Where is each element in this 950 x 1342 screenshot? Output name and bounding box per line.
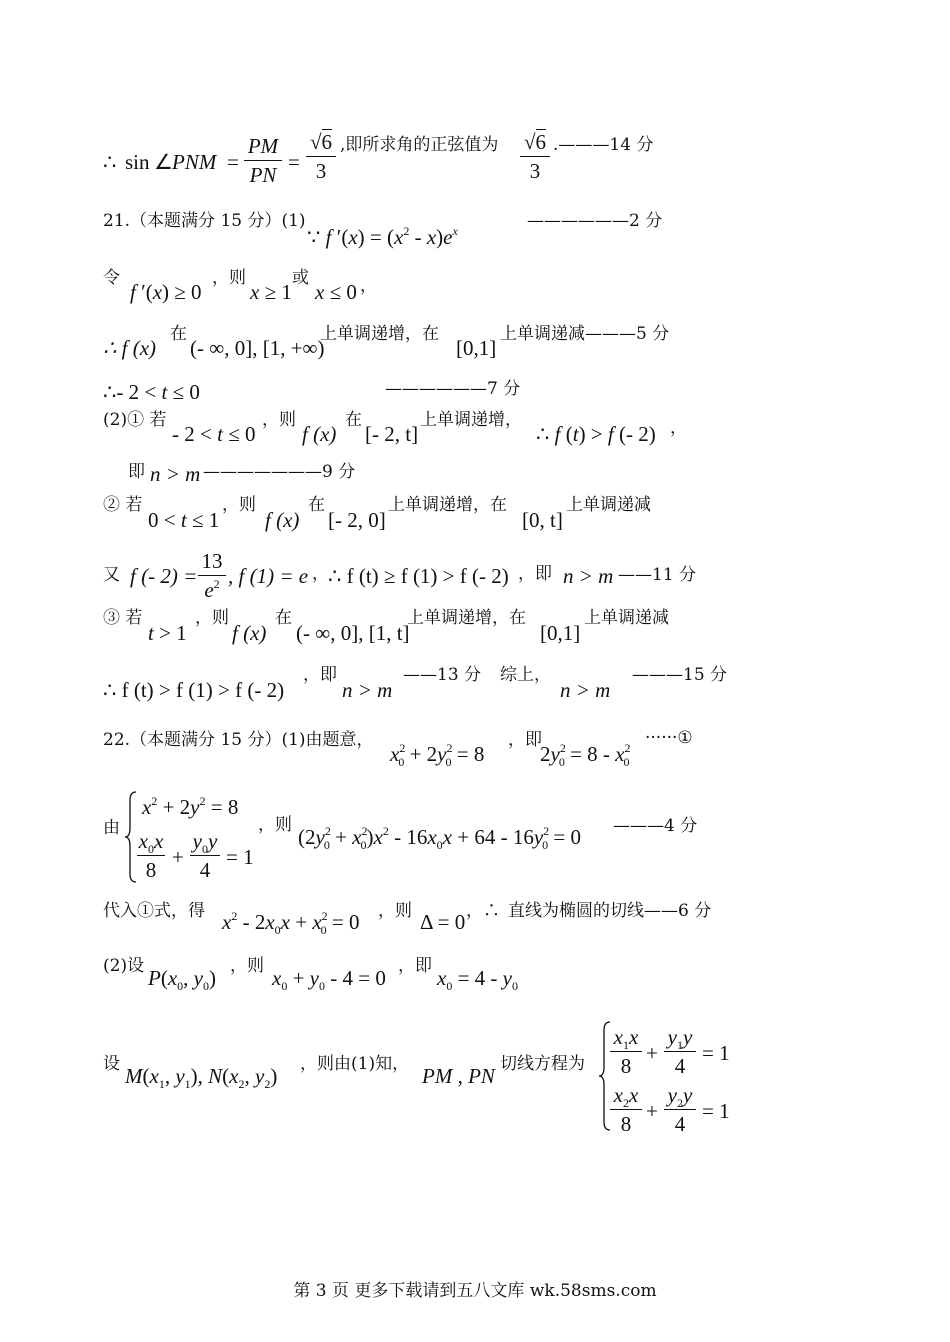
- score-11: ——11 分: [618, 565, 697, 585]
- denominator-3-b: 3: [529, 159, 541, 184]
- increasing-text-2: 上单调递增，: [420, 410, 522, 430]
- increasing-text-1: 上单调递增，在: [320, 324, 439, 344]
- numerator-y2y: $y_2y$: [667, 1083, 693, 1110]
- zai-text-3: 在: [308, 495, 325, 515]
- derivative-condition: f ′(x) ≥ 0: [130, 280, 202, 304]
- ji-q22-2: ，即: [398, 956, 432, 976]
- increasing-text-4: 上单调递增，在: [407, 608, 526, 628]
- fx-4: f (x): [232, 621, 267, 645]
- fraction-pm-pn: [244, 134, 282, 187]
- ji-text-1: 即: [128, 462, 145, 482]
- denominator-4: 4: [199, 858, 211, 883]
- denominator-e2: $e^2$: [204, 577, 220, 603]
- interval-5: [0, t]: [522, 508, 563, 532]
- decreasing-score-5: 上单调递减———5 分: [500, 324, 670, 344]
- fraction-sqrt6-3-b: [520, 130, 550, 183]
- ze-text-3: ，则: [222, 495, 256, 515]
- ze-q22-2: ，则: [378, 901, 412, 921]
- n-gt-m-2: n > m: [563, 564, 614, 588]
- fraction-y1y-4: [664, 1025, 696, 1078]
- ji-text-2: ，即: [518, 564, 552, 584]
- decreasing-text-3: 上单调递减: [566, 495, 651, 515]
- ze-q22-1: ，则: [258, 815, 292, 835]
- ze-q22-3: ，则: [230, 956, 264, 976]
- left-brace-icon: [124, 790, 138, 884]
- f-minus2: f (- 2) =: [130, 564, 198, 588]
- delta-zero: Δ = 0: [420, 910, 466, 934]
- she-text: 设: [103, 1054, 120, 1074]
- score-4: ———4 分: [613, 816, 698, 836]
- dots-circle-1: ······①: [645, 728, 693, 748]
- q22-label: 22.（本题满分 15 分）(1)由题意，: [103, 730, 374, 750]
- denominator-8-c: 8: [620, 1112, 632, 1137]
- comma-3: ，: [312, 564, 329, 584]
- x0-expression: $x_0 = 4 - y_0$: [437, 966, 518, 993]
- zai-text-4: 在: [275, 608, 292, 628]
- decreasing-text-4: 上单调递减: [584, 608, 669, 628]
- fx-2: f (x): [302, 422, 337, 446]
- fx-monotonic: ∴ f (x): [103, 336, 157, 360]
- n-gt-m-3: n > m: [342, 678, 393, 702]
- system-eq-2-rhs: = 1: [226, 845, 254, 869]
- numerator-x0x: $x_0x$: [138, 829, 164, 856]
- score-13: ——13 分: [403, 665, 482, 685]
- denominator-4-b: 4: [674, 1054, 686, 1079]
- huo-text: 或: [292, 268, 309, 288]
- chain-inequality-2: ∴ f (t) > f (1) > f (- 2): [103, 678, 285, 702]
- therefore-symbol: ∴: [103, 150, 117, 174]
- text-sine-value: ,即所求角的正弦值为: [340, 135, 499, 155]
- comma-therefore: ，∴: [466, 901, 500, 921]
- ft-gt-f-2: ∴ f (t) > f (- 2): [536, 422, 656, 446]
- case2-condition: 0 < t ≤ 1: [148, 508, 220, 532]
- case3-condition: t > 1: [148, 621, 187, 645]
- ze-text-1: ，则: [212, 268, 246, 288]
- denominator-pn: PN: [249, 163, 277, 188]
- comma-2: ，: [670, 418, 687, 438]
- chain-inequality-1: ∴ f (t) ≥ f (1) > f (- 2): [328, 564, 509, 588]
- interval-6: (- ∞, 0], [1, t]: [296, 621, 410, 645]
- numerator-x1x: $x_1x$: [613, 1025, 639, 1052]
- interval-3: [- 2, t]: [365, 422, 419, 446]
- tangent-eq-2-rhs: = 1: [702, 1099, 730, 1123]
- case2-label: ② 若: [103, 495, 143, 515]
- you-q22: 由: [103, 818, 120, 838]
- part2-case1: (2)① 若: [103, 410, 167, 430]
- part2-she: (2)设: [103, 956, 145, 976]
- substituted-equation: $x^2 - 2x_0x + x^2_0 = 0$: [222, 909, 360, 937]
- equals-2: =: [288, 150, 300, 174]
- y0-squared-eq: $2y^2_0 = 8 - x^2_0$: [540, 741, 631, 769]
- fraction-x2x-8: [610, 1083, 642, 1136]
- fraction-x0x-8: [137, 829, 165, 882]
- you-text: 又: [103, 565, 120, 585]
- interval-4: [- 2, 0]: [328, 508, 386, 532]
- line-equation: $x_0 + y_0 - 4 = 0$: [272, 966, 386, 993]
- score-14: .———14 分: [553, 135, 654, 155]
- case3-label: ③ 若: [103, 608, 143, 628]
- numerator-x2x: $x_2x$: [613, 1083, 639, 1110]
- denominator-3: 3: [315, 159, 327, 184]
- case1-condition: - 2 < t ≤ 0: [172, 422, 256, 446]
- numerator-pm: PM: [247, 134, 279, 158]
- quadratic-equation: $(2y^2_0 + x^2_0)x^2 - 16x_0x + 64 - 16y^2_0 = 0$: [298, 824, 581, 852]
- x-ge-1: x ≥ 1: [250, 280, 292, 304]
- fx-3: f (x): [265, 508, 300, 532]
- ze-text-2: ，则: [262, 410, 296, 430]
- plus-sign-2: +: [646, 1041, 658, 1065]
- q21-label: 21.（本题满分 15 分）(1): [103, 211, 306, 231]
- tangent-eq-1-rhs: = 1: [702, 1041, 730, 1065]
- points-M-N: $M(x_1$, $y_1$), $N(x_2$, $y_2$): [125, 1064, 278, 1091]
- ze-text-4: ，则: [195, 608, 229, 628]
- comma-1: ，: [360, 276, 377, 296]
- fraction-13-e2: [198, 549, 226, 602]
- equals-1: =: [227, 150, 239, 174]
- page-footer: 第 3 页 更多下载请到五八文库 wk.58sms.com: [293, 1281, 657, 1301]
- ellipse-point-eq: $x^2_0 + 2y^2_0 = 8$: [390, 741, 485, 769]
- zai-text-2: 在: [345, 410, 362, 430]
- denominator-8: 8: [145, 858, 157, 883]
- dairu-text: 代入①式，得: [103, 901, 205, 921]
- q21-derivative: ∵ f $'(x) = (x^2 - x)e^x$: [307, 224, 458, 249]
- x-le-0: x ≤ 0: [315, 280, 357, 304]
- numerator-y0y: $y_0y$: [192, 829, 218, 856]
- denominator-8-b: 8: [620, 1054, 632, 1079]
- fraction-sqrt6-3: [306, 130, 336, 183]
- zeyou-text: ，则由(1)知，: [300, 1054, 410, 1074]
- f1-eq-e: , f (1) = e: [228, 564, 309, 588]
- numerator-sqrt6-b: √6: [523, 130, 547, 154]
- numerator-13: 13: [201, 549, 223, 573]
- system-eq-1: $x^2 + 2y^2 = 8$: [142, 794, 239, 819]
- score-7: ——————7 分: [385, 379, 521, 399]
- ling-text: 令: [103, 268, 120, 288]
- pm-pn: PM , PN: [422, 1064, 495, 1088]
- interval-decreasing-1: [0,1]: [456, 336, 497, 360]
- zongshang-text: 综上，: [500, 665, 551, 685]
- n-gt-m-4: n > m: [560, 678, 611, 702]
- point-P: $P(x_0$, $y_0$): [148, 966, 216, 993]
- qiexian-text: 切线方程为: [500, 1054, 585, 1074]
- score-9: ———————9 分: [203, 462, 356, 482]
- ji-text-3: ，即: [303, 665, 337, 685]
- angle-name: PNM: [172, 150, 217, 174]
- fraction-x1x-8: [610, 1025, 642, 1078]
- score-2: ——————2 分: [527, 211, 663, 231]
- fraction-y2y-4: [664, 1083, 696, 1136]
- plus-sign: +: [172, 845, 184, 869]
- increasing-text-3: 上单调递增，在: [388, 495, 507, 515]
- interval-increasing-1: (- ∞, 0], [1, +∞): [190, 336, 325, 360]
- numerator-y1y: $y_1y$: [667, 1025, 693, 1052]
- angle-symbol: ∠: [154, 150, 173, 174]
- sin-text: sin: [125, 150, 150, 174]
- score-15: ———15 分: [632, 665, 728, 685]
- interval-7: [0,1]: [540, 621, 581, 645]
- plus-sign-3: +: [646, 1099, 658, 1123]
- numerator-sqrt6: √6: [309, 130, 333, 154]
- n-gt-m-1: n > m: [150, 462, 201, 486]
- denominator-4-c: 4: [674, 1112, 686, 1137]
- t-condition: ∴- 2 < t ≤ 0: [103, 380, 200, 404]
- zai-text-1: 在: [170, 324, 187, 344]
- tangent-score-6: 直线为椭圆的切线——6 分: [508, 901, 712, 921]
- fraction-y0y-4: [190, 829, 220, 882]
- ji-q22-1: ，即: [508, 730, 542, 750]
